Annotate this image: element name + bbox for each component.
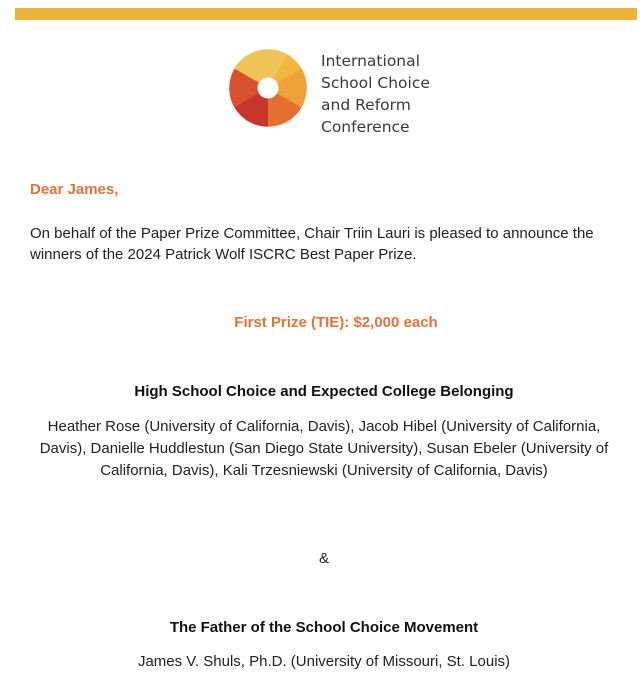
- conference-swirl-icon: [224, 44, 312, 132]
- conference-logo[interactable]: [224, 44, 430, 136]
- logo-line-4: Conference: [321, 118, 410, 136]
- logo-line-2: School Choice: [321, 74, 430, 92]
- greeting: Dear James,: [30, 181, 119, 198]
- intro-paragraph: On behalf of the Paper Prize Committee, Chair Triin Lauri is pleased to announce the winners of the 2024 Patrick Wolf ISCRC Best Paper Prize.: [30, 225, 594, 263]
- paper-authors: Heather Rose (University of California, Davis), Jacob Hibel (University of California, Davis), Danielle Huddlestun (San Diego State University), Susan Ebeler (University of California, Davis), Kali Trzesniewski (University of California, Davis): [39, 418, 609, 479]
- logo-line-1: International: [321, 52, 420, 70]
- prize-heading: First Prize (TIE): $2,000 each: [234, 314, 438, 331]
- tie-separator: &: [318, 550, 329, 567]
- paper-authors: James V. Shuls, Ph.D. (University of Missouri, St. Louis): [137, 653, 511, 670]
- paper-title: The Father of the School Choice Movement: [169, 619, 479, 636]
- top-accent-bar: [15, 8, 637, 20]
- paper-title: High School Choice and Expected College Belonging: [134, 383, 514, 400]
- logo-wordmark: [321, 50, 430, 138]
- logo-line-3: and Reform: [321, 96, 411, 114]
